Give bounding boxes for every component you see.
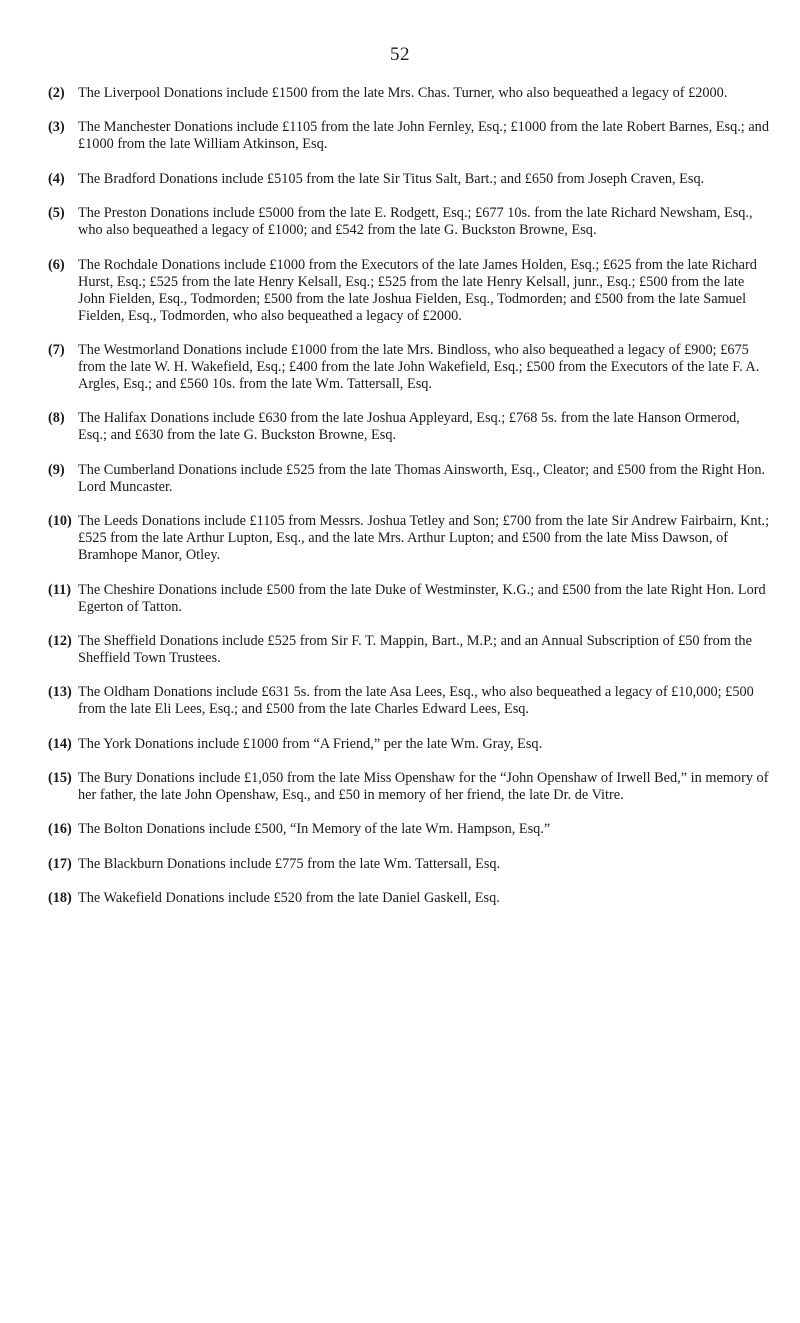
note-item: [48, 205, 770, 239]
note-text: The Bury Donations include £1,050 from the late Miss Openshaw for the “John Openshaw of Irwell Bed,” in memory of her father, the late John Openshaw, Esq., and £50 in memory of her friend, the late Dr. de Vitre.: [78, 770, 769, 804]
note-item: [48, 633, 770, 667]
note-number: (13): [48, 684, 72, 701]
note-number: (3): [48, 119, 65, 136]
note-number: (4): [48, 170, 65, 187]
note-number: (7): [48, 341, 65, 358]
note-item: [48, 85, 770, 102]
note-text: The Blackburn Donations include £775 from the late Wm. Tattersall, Esq.: [78, 855, 501, 872]
note-item: [48, 856, 770, 873]
note-text: The York Donations include £1000 from “A Friend,” per the late Wm. Gray, Esq.: [78, 735, 543, 752]
note-item: [48, 257, 770, 325]
note-text: The Oldham Donations include £631 5s. from the late Asa Lees, Esq., who also bequeathed a legacy of £10,000; £500 from the late Eli Lees, Esq.; and £500 from the late Charles Edward Lees, Esq.: [78, 684, 754, 718]
page-number: 52: [390, 44, 410, 65]
note-number: (15): [48, 770, 72, 787]
note-number: (17): [48, 855, 72, 872]
note-number: (2): [48, 85, 65, 101]
note-text: The Halifax Donations include £630 from the late Joshua Appleyard, Esq.; £768 5s. from the late Hanson Ormerod, Esq.; and £630 from the late G. Buckston Browne, Esq.: [78, 410, 740, 444]
note-text: The Manchester Donations include £1105 from the late John Fernley, Esq.; £1000 from the late Robert Barnes, Esq.; and £1000 from the late William Atkinson, Esq.: [78, 119, 769, 153]
note-text: The Bradford Donations include £5105 from the late Sir Titus Salt, Bart.; and £650 from Joseph Craven, Esq.: [78, 170, 705, 187]
note-text: The Sheffield Donations include £525 from Sir F. T. Mappin, Bart., M.P.; and an Annual Subscription of £50 from the Sheffield Town Trustees.: [78, 632, 752, 666]
note-number: (11): [48, 581, 72, 598]
donation-notes-list: [48, 85, 770, 925]
note-item: [48, 513, 770, 564]
note-item: [48, 890, 770, 907]
note-number: (14): [48, 735, 72, 752]
note-item: [48, 119, 770, 153]
note-item: [48, 462, 770, 496]
note-item: [48, 684, 770, 718]
note-text: The Cumberland Donations include £525 from the late Thomas Ainsworth, Esq., Cleator; and £500 from the Right Hon. Lord Muncaster.: [78, 461, 766, 495]
note-item: [48, 770, 770, 804]
note-item: [48, 410, 770, 444]
note-item: [48, 582, 770, 616]
note-text: The Bolton Donations include £500, “In Memory of the late Wm. Hampson, Esq.”: [78, 821, 551, 838]
note-number: (10): [48, 513, 72, 530]
note-text: The Liverpool Donations include £1500 from the late Mrs. Chas. Turner, who also bequeathed a legacy of £2000.: [78, 85, 728, 101]
note-text: The Wakefield Donations include £520 from the late Daniel Gaskell, Esq.: [78, 890, 500, 907]
note-text: The Rochdale Donations include £1000 from the Executors of the late James Holden, Esq.; £625 from the late Richard Hurst, Esq.; £525 from the late Henry Kelsall, Esq.; £525 from the late Henry Kelsall, junr., Esq.; £500 from the late John Fielden, Esq., Todmorden; £500 from the late Joshua Fielden, Esq., Todmorden; and £500 from the late Samuel Fielden, Esq., Todmorden, who also bequeathed a legacy of £2000.: [78, 256, 757, 324]
note-number: (6): [48, 256, 65, 273]
note-text: The Preston Donations include £5000 from the late E. Rodgett, Esq.; £677 10s. from the late Richard Newsham, Esq., who also bequeathed a legacy of £1000; and £542 from the late G. Buckston Browne, Esq.: [78, 205, 753, 239]
note-item: [48, 171, 770, 188]
note-number: (12): [48, 632, 72, 649]
note-text: The Cheshire Donations include £500 from the late Duke of Westminster, K.G.; and £500 from the late Right Hon. Lord Egerton of Tatton.: [78, 581, 766, 615]
note-item: [48, 736, 770, 753]
note-number: (5): [48, 205, 65, 222]
note-text: The Leeds Donations include £1105 from Messrs. Joshua Tetley and Son; £700 from the late Sir Andrew Fairbairn, Knt.; £525 from the late Arthur Lupton, Esq., and the late Mrs. Arthur Lupton; and £500 from the late Miss Dawson, of Bramhope Manor, Otley.: [78, 513, 770, 564]
note-number: (16): [48, 821, 72, 838]
note-item: [48, 821, 770, 838]
note-number: (9): [48, 461, 65, 478]
note-number: (18): [48, 890, 72, 907]
note-number: (8): [48, 410, 65, 427]
note-text: The Westmorland Donations include £1000 from the late Mrs. Bindloss, who also bequeathed a legacy of £900; £675 from the late W. H. Wakefield, Esq.; £400 from the late John Wakefield, Esq.; £500 from the Executors of the late F. A. Argles, Esq.; and £560 10s. from the late Wm. Tattersall, Esq.: [78, 341, 760, 392]
note-item: [48, 342, 770, 393]
